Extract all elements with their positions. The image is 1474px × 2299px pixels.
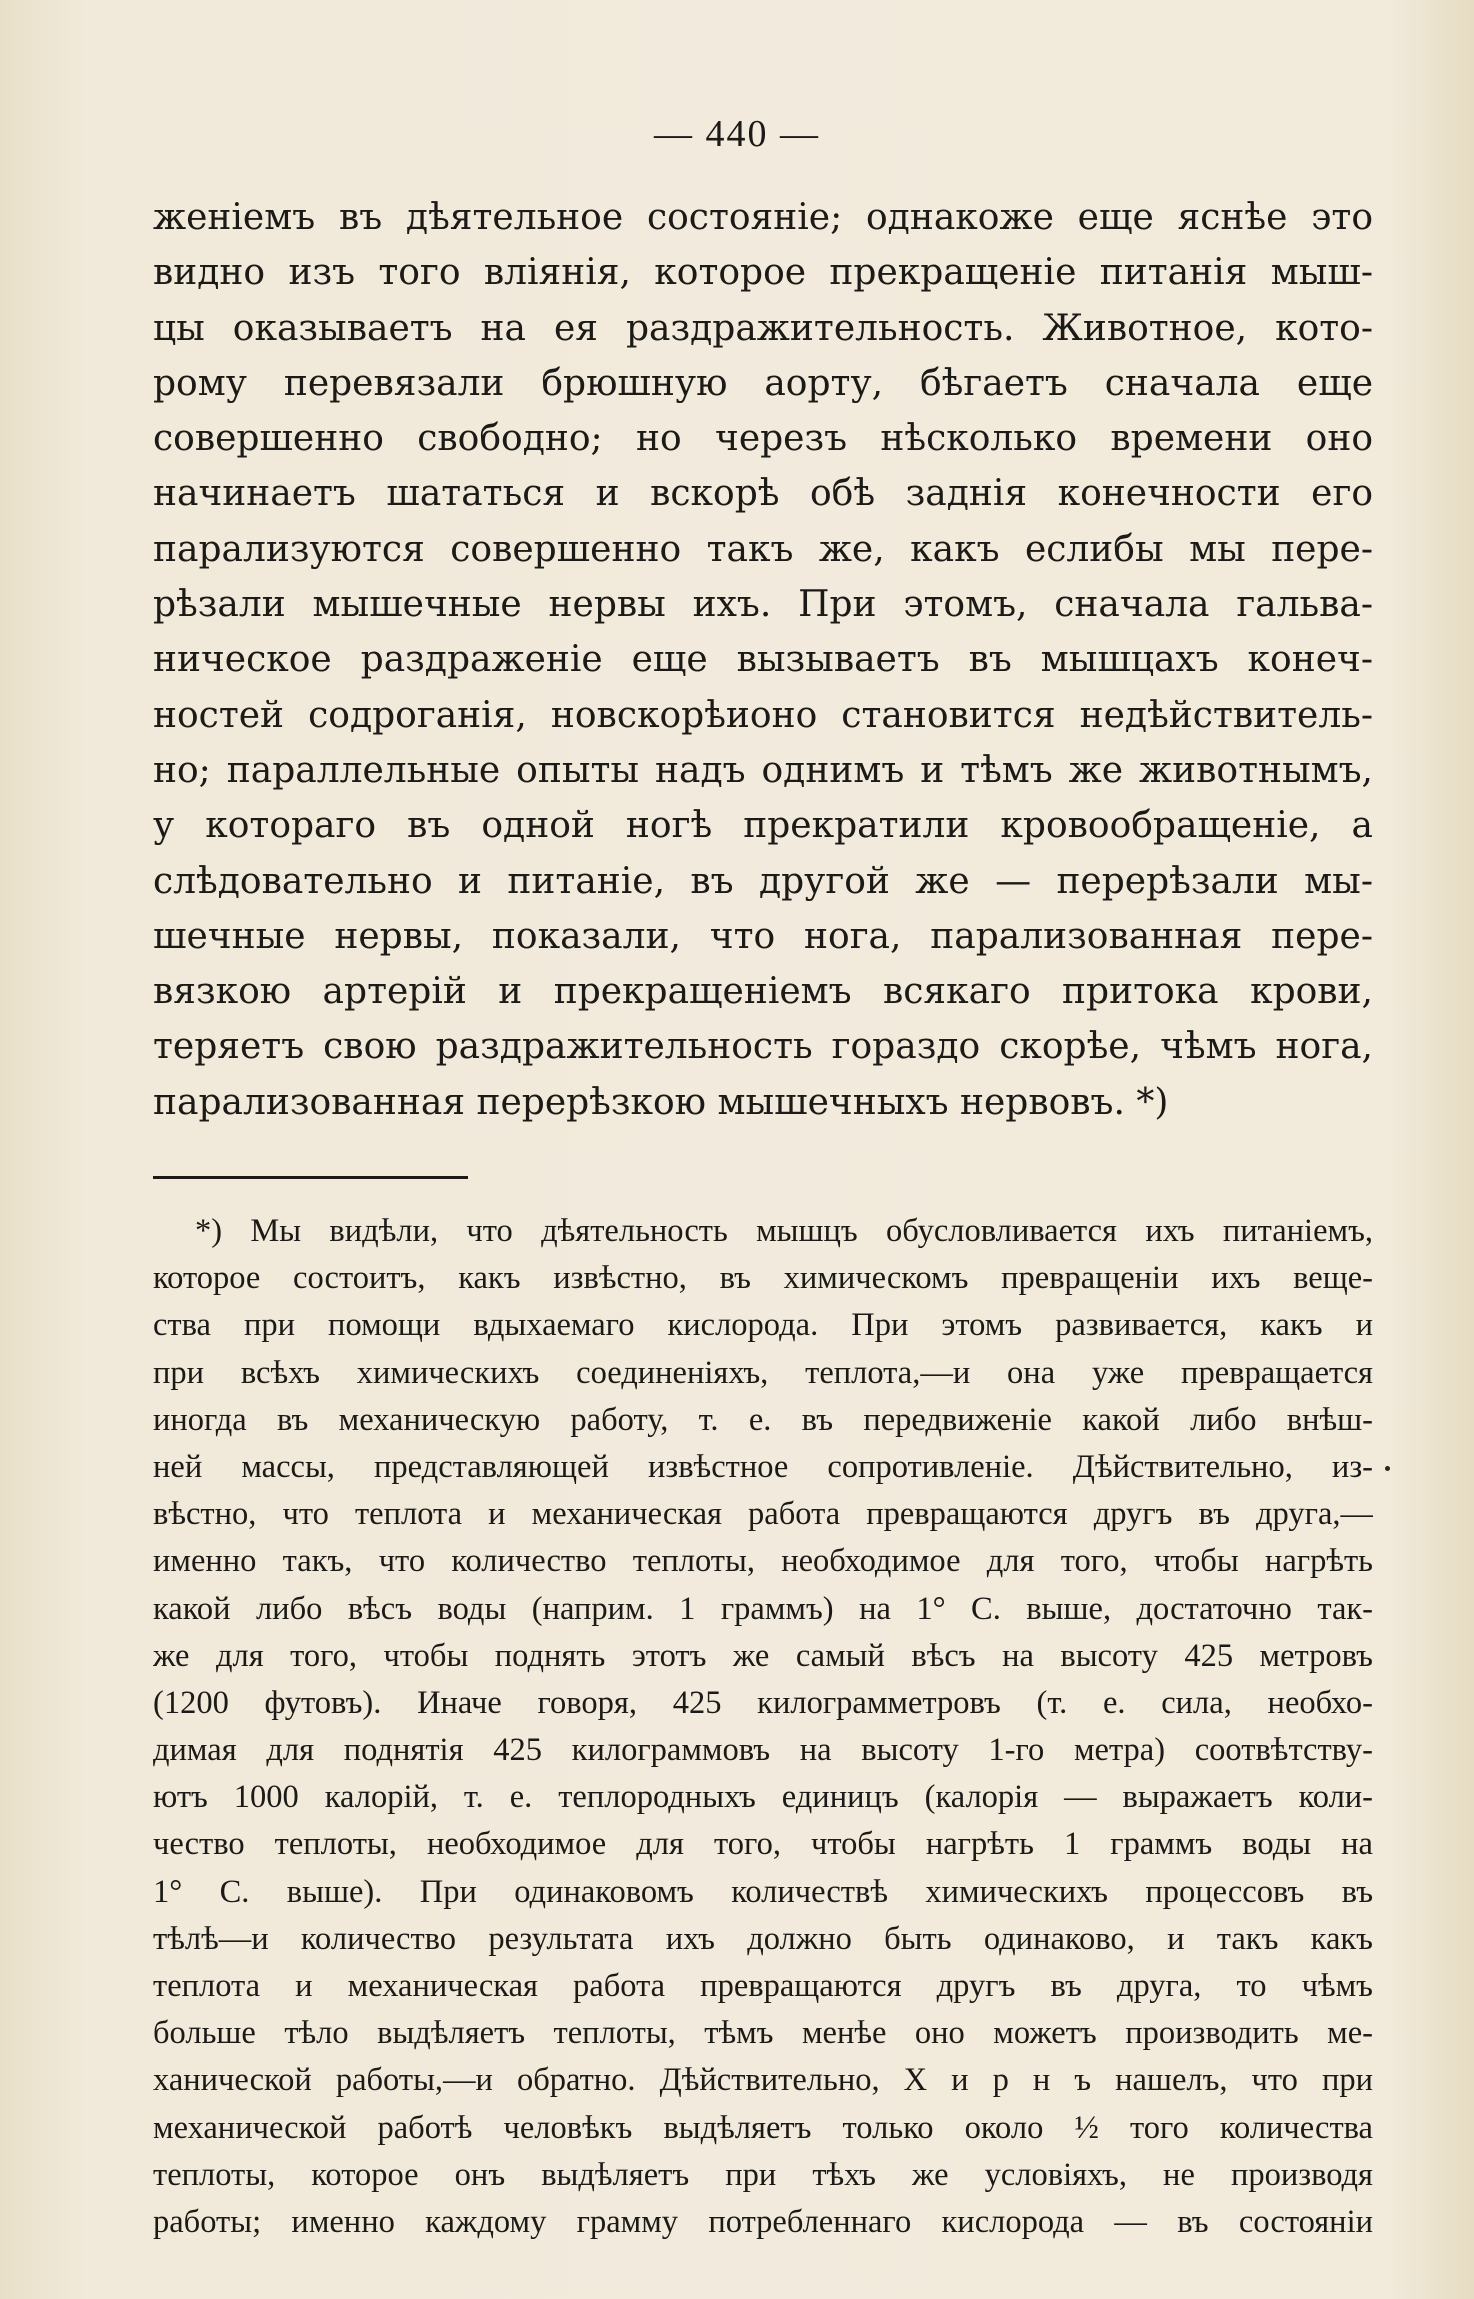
page-number: — 440 — bbox=[654, 113, 820, 155]
main-text-block bbox=[153, 190, 1373, 1130]
text-line: совершенно свободно; но черезъ нѣсколько времени оно bbox=[153, 418, 1373, 460]
footnote-separator bbox=[153, 1176, 468, 1179]
text-line: ностей содроганія, новскорѣионо становится недѣйствитель- bbox=[153, 694, 1373, 736]
text-line: вязкою артерій и прекращеніемъ всякаго притока крови, bbox=[153, 971, 1373, 1013]
text-line: парализованная перерѣзкою мышечныхъ нервовъ. *) bbox=[153, 1081, 1169, 1123]
text-line: рому перевязали брюшную аорту, бѣгаетъ сначала еще bbox=[153, 362, 1373, 404]
footnote-line: чество теплоты, необходимое для того, чтобы нагрѣть 1 граммъ воды на bbox=[153, 1826, 1373, 1863]
footnote-line: механической работѣ человѣкъ выдѣляетъ только около ½ того количества bbox=[153, 2109, 1373, 2146]
text-line: видно изъ того вліянія, которое прекращеніе питанія мыш- bbox=[153, 252, 1373, 294]
text-line: парализуются совершенно такъ же, какъ еслибы мы пере- bbox=[153, 528, 1373, 570]
footnote-line: 1° С. выше). При одинаковомъ количествѣ химическихъ процессовъ въ bbox=[153, 1873, 1373, 1910]
footnote-line: ханической работы,—и обратно. Дѣйствительно, Х и р н ъ нашелъ, что при bbox=[153, 2062, 1373, 2099]
text-line: начинаетъ шататься и вскорѣ обѣ заднія конечности его bbox=[153, 473, 1373, 515]
footnote-line: (1200 футовъ). Иначе говоря, 425 килограмметровъ (т. е. сила, необхо- bbox=[153, 1684, 1373, 1721]
footnote-line: димая для поднятія 425 килограммовъ на высоту 1-го метра) соотвѣтству- bbox=[153, 1732, 1373, 1769]
text-line: женіемъ въ дѣятельное состояніе; однакоже еще яснѣе это bbox=[153, 197, 1373, 238]
footnote-line: ства при помощи вдыхаемаго кислорода. При этомъ развивается, какъ и bbox=[153, 1307, 1373, 1344]
footnote-line: ютъ 1000 калорій, т. е. теплородныхъ единицъ (калорія — выражаетъ коли- bbox=[153, 1779, 1373, 1816]
text-line: цы оказываетъ на ея раздражительность. Животное, кото- bbox=[153, 307, 1373, 349]
text-line: шечные нервы, показали, что нога, парализованная пере- bbox=[153, 915, 1373, 957]
footnote-block bbox=[153, 1208, 1373, 2246]
footnote-line: иногда въ механическую работу, т. е. въ передвиженіе какой либо внѣш- bbox=[153, 1401, 1373, 1438]
text-line: рѣзали мышечные нервы ихъ. При этомъ, сначала гальва- bbox=[153, 584, 1373, 626]
footnote-line: ней массы, представляющей извѣстное сопротивленіе. Дѣйствительно, из- bbox=[153, 1448, 1373, 1485]
footnote-line: какой либо вѣсъ воды (наприм. 1 граммъ) на 1° С. выше, достаточно так- bbox=[153, 1590, 1373, 1627]
text-line: у котораго въ одной ногѣ прекратили кровообращеніе, а bbox=[153, 805, 1373, 847]
footnote-line: *) Мы видѣли, что дѣятельность мышцъ обусловливается ихъ питаніемъ, bbox=[195, 1213, 1373, 1249]
footnote-line: при всѣхъ химическихъ соединеніяхъ, теплота,—и она уже превращается bbox=[153, 1354, 1373, 1391]
text-line: слѣдовательно и питаніе, въ другой же — перерѣзали мы- bbox=[153, 860, 1373, 902]
footnote-line: теплота и механическая работа превращаются другъ въ друга, то чѣмъ bbox=[153, 1968, 1373, 2004]
text-line: но; параллельные опыты надъ однимъ и тѣмъ же животнымъ, bbox=[153, 749, 1373, 791]
footnote-line: больше тѣло выдѣляетъ теплоты, тѣмъ менѣе оно можетъ производить ме- bbox=[153, 2015, 1373, 2052]
footnote-line: теплоты, которое онъ выдѣляетъ при тѣхъ же условіяхъ, не производя bbox=[153, 2156, 1373, 2193]
ink-speck bbox=[1385, 1466, 1390, 1471]
footnote-line: тѣлѣ—и количество результата ихъ должно быть одинаково, и такъ какъ bbox=[153, 1920, 1373, 1957]
text-line: ническое раздраженіе еще вызываетъ въ мышцахъ конеч- bbox=[153, 639, 1373, 681]
footnote-line: именно такъ, что количество теплоты, необходимое для того, чтобы нагрѣть bbox=[153, 1543, 1373, 1580]
footnote-line: которое состоитъ, какъ извѣстно, въ химическомъ превращеніи ихъ веще- bbox=[153, 1260, 1373, 1297]
footnote-line: же для того, чтобы поднять этотъ же самый вѣсъ на высоту 425 метровъ bbox=[153, 1637, 1373, 1674]
footnote-line: работы; именно каждому грамму потребленнаго кислорода — въ состояніи bbox=[153, 2203, 1373, 2240]
footnote-line: вѣстно, что теплота и механическая работа превращаются другъ въ друга,— bbox=[153, 1496, 1373, 1533]
text-line: теряетъ свою раздражительность гораздо скорѣе, чѣмъ нога, bbox=[153, 1026, 1373, 1068]
